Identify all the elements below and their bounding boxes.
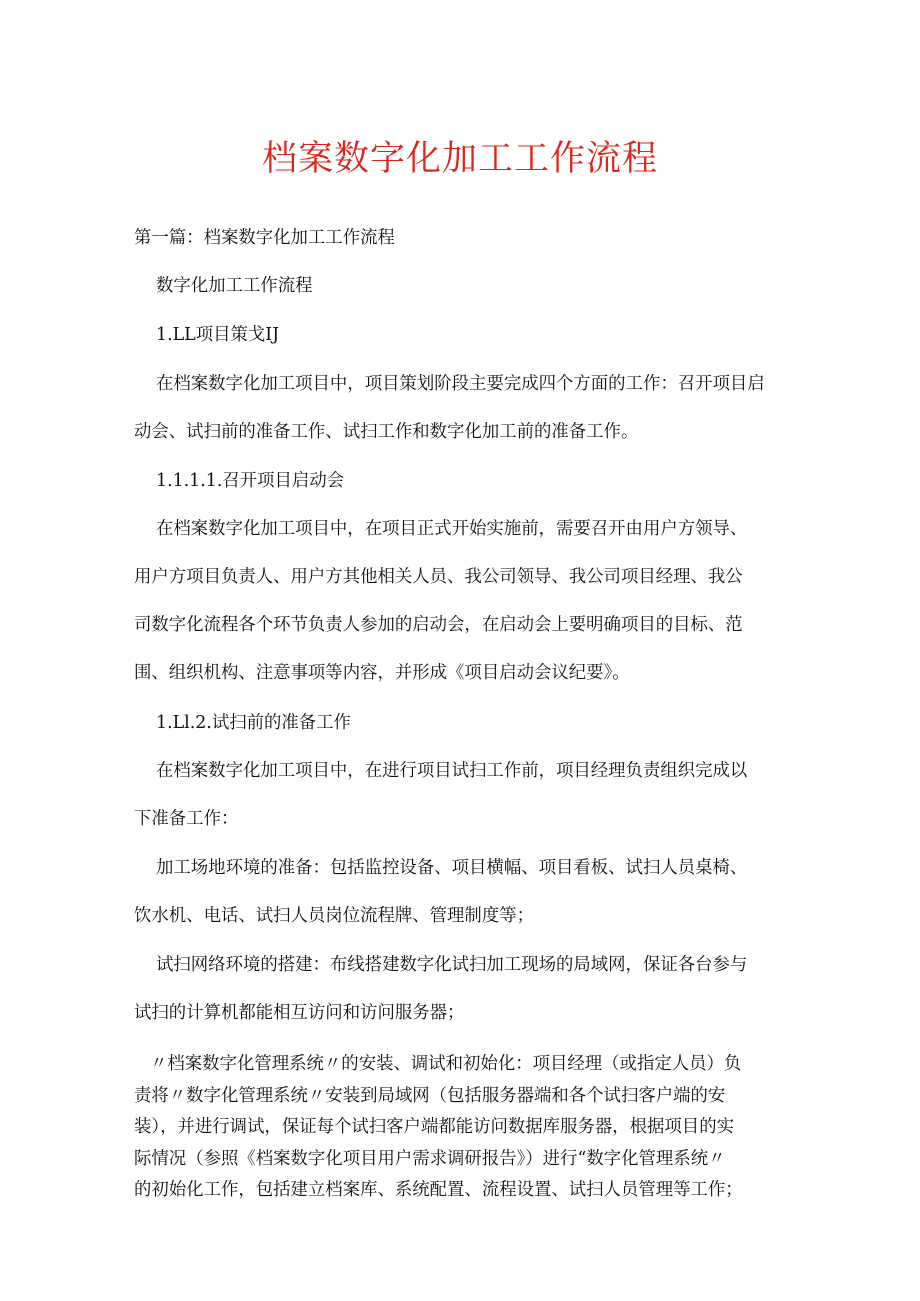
text-line: 〃档案数字化管理系统〃的安装、调试和初始化：项目经理（或指定人员）负 [150, 1054, 742, 1074]
document-title: 档案数字化加工工作流程 [261, 139, 658, 179]
text-line: 试扫网络环境的搭建：布线搭建数字化试扫加工现场的局域网，保证各台参与 [156, 955, 748, 975]
part-heading: 第一篇：档案数字化加工工作流程 [134, 228, 395, 248]
text-line: 装），并进行调试，保证每个试扫客户端都能访问数据库服务器，根据项目的实 [134, 1117, 734, 1137]
section-heading-1: 1.LL项目策戈IJ [156, 325, 280, 345]
text-line: 动会、试扫前的准备工作、试扫工作和数字化加工前的准备工作。 [134, 422, 639, 442]
paragraph-network-setup [134, 953, 794, 1049]
text-line: 在档案数字化加工项目中，在项目正式开始实施前，需要召开由用户方领导、 [156, 519, 748, 539]
text-line: 下准备工作： [134, 809, 239, 829]
text-line: 用户方项目负责人、用户方其他相关人员、我公司领导、我公司项目经理、我公 [134, 567, 743, 587]
paragraph-kickoff-meeting [134, 517, 794, 709]
section-heading-1-1-1: 1.1.1.1.召开项目启动会 [156, 471, 345, 491]
paragraph-site-environment [134, 856, 794, 952]
text-line: 际情况（参照《档案数字化项目用户需求调研报告》）进行“数字化管理系统〃 [134, 1148, 726, 1169]
text-line: 围、组织机构、注意事项等内容，并形成《项目启动会议纪要》。 [134, 663, 630, 683]
text-line: 在档案数字化加工项目中，项目策划阶段主要完成四个方面的工作：召开项目启 [156, 374, 765, 394]
text-line: 试扫的计算机都能相互访问和访问服务器； [134, 1003, 465, 1023]
paragraph-pre-scan-prep [134, 759, 794, 855]
subheading: 数字化加工工作流程 [156, 276, 313, 296]
paragraph-system-install [134, 1052, 794, 1210]
paragraph-project-planning [134, 372, 794, 468]
text-line: 饮水机、电话、试扫人员岗位流程牌、管理制度等； [134, 906, 534, 926]
text-line: 在档案数字化加工项目中，在进行项目试扫工作前，项目经理负责组织完成以 [156, 761, 748, 781]
text-line: 加工场地环境的准备：包括监控设备、项目横幅、项目看板、试扫人员桌椅、 [156, 858, 748, 878]
text-line: 司数字化流程各个环节负责人参加的启动会，在启动会上要明确项目的目标、范 [134, 615, 743, 635]
text-line: 责将〃数字化管理系统〃安装到局域网（包括服务器端和各个试扫客户端的安 [134, 1085, 726, 1106]
text-line: 的初始化工作，包括建立档案库、系统配置、流程设置、试扫人员管理等工作； [134, 1180, 743, 1200]
section-heading-1-1-2: 1.Ll.2.试扫前的准备工作 [156, 713, 351, 733]
